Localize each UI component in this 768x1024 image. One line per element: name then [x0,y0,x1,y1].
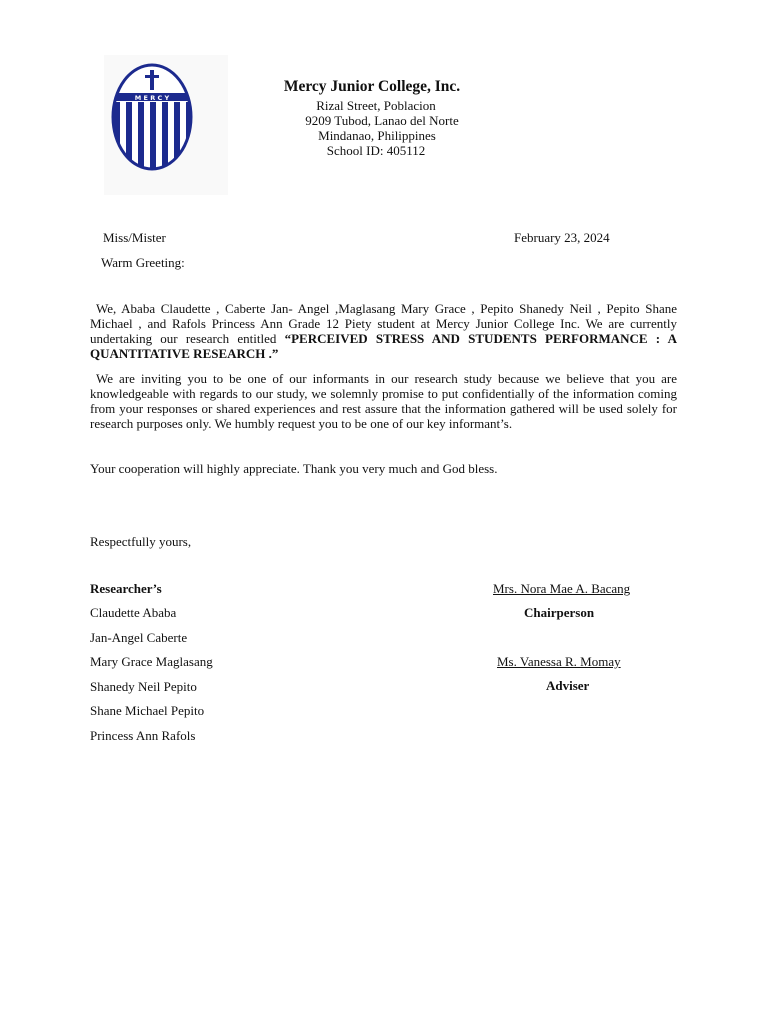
salutation: Miss/Mister [103,230,166,245]
letterhead [262,78,482,158]
school-id: School ID: 405112 [326,143,426,158]
letter-date: February 23, 2024 [514,230,610,245]
researcher-name: Shane Michael Pepito [90,703,205,718]
thanks-paragraph: Your cooperation will highly appreciate. Thank you very much and God bless. [90,461,498,476]
address-city: 9209 Tubod, Lanao del Norte [305,113,459,128]
invitation-text: We are inviting you to be one of our informants in our research study because we believe that you are knowledgeable with regards to our study, we solemnly promise to put confidentially of the information coming from your responses or shared experiences and rest assure that the information gathered will be used solely for research purposes only. We humbly request you to be one of our key informant’s. [90,371,677,431]
intro-paragraph [90,301,677,361]
intro-text: We, Ababa Claudette , Caberte Jan- Angel ,Maglasang Mary Grace , Pepito Shanedy Neil , Pepito Shane Michael , and Rafols Princess Ann Grade 12 Piety student at Mercy Junior College Inc. We are currently undertaking our research entitled [90,301,677,346]
researchers-list [90,581,213,752]
researcher-name: Jan-Angel Caberte [90,629,188,645]
researchers-heading: Researcher’s [90,581,162,596]
adviser-name: Ms. Vanessa R. Momay [497,654,621,669]
greeting: Warm Greeting: [101,255,185,270]
school-logo [110,62,194,172]
research-title: “PERCEIVED STRESS AND STUDENTS PERFORMANCE : A QUANTITATIVE RESEARCH .” [90,331,677,361]
researcher-name: Princess Ann Rafols [90,727,196,743]
closing: Respectfully yours, [90,534,192,549]
adviser-role: Adviser [546,678,590,693]
school-name: Mercy Junior College, Inc. [283,78,461,95]
address-region: Mindanao, Philippines [318,128,436,143]
chairperson-name: Mrs. Nora Mae A. Bacang [493,581,631,596]
address-street: Rizal Street, Poblacion [316,98,436,113]
chairperson-role: Chairperson [524,605,595,620]
researcher-name: Shanedy Neil Pepito [90,678,197,694]
invitation-paragraph [90,371,677,431]
researcher-name: Claudette Ababa [90,605,177,620]
logo-text: M E R C Y [134,94,170,102]
researcher-name: Mary Grace Maglasang [90,654,213,669]
